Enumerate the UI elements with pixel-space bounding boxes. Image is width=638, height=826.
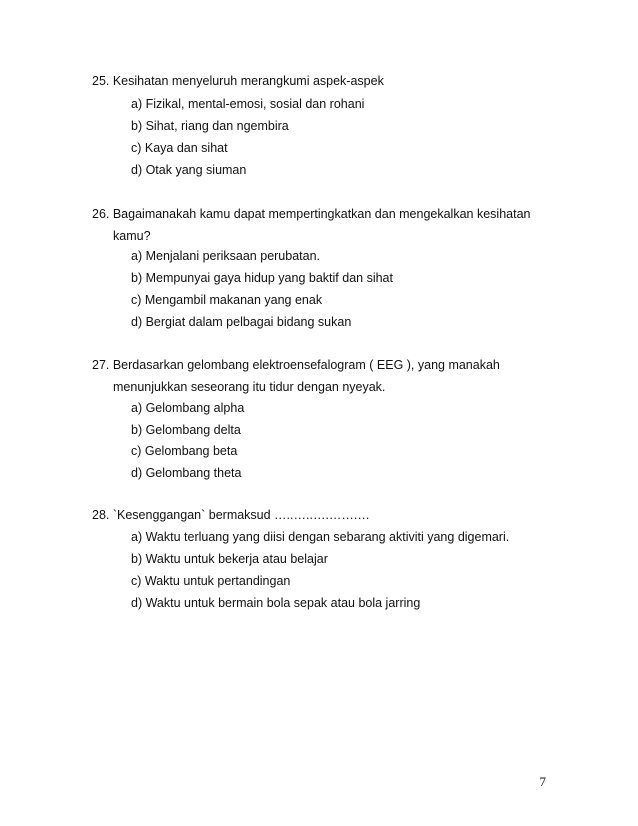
question-stem-continued: kamu?: [113, 229, 151, 243]
question-stem: 28. `Kesenggangan` bermaksud …..…..….…….…: [92, 508, 370, 522]
option-b: b) Sihat, riang dan ngembira: [131, 119, 289, 133]
option-b: b) Mempunyai gaya hidup yang baktif dan sihat: [131, 271, 393, 285]
option-b: b) Waktu untuk bekerja atau belajar: [131, 552, 328, 566]
question-stem: 26. Bagaimanakah kamu dapat mempertingkatkan dan mengekalkan kesihatan: [92, 207, 531, 221]
option-d: d) Gelombang theta: [131, 466, 242, 480]
option-d: d) Bergiat dalam pelbagai bidang sukan: [131, 315, 352, 329]
option-a: a) Waktu terluang yang diisi dengan sebarang aktiviti yang digemari.: [131, 530, 510, 544]
option-c: c) Waktu untuk pertandingan: [131, 574, 291, 588]
option-c: c) Gelombang beta: [131, 444, 238, 458]
option-c: c) Mengambil makanan yang enak: [131, 293, 323, 307]
question-stem: 27. Berdasarkan gelombang elektroensefalogram ( EEG ), yang manakah: [92, 358, 500, 372]
option-a: a) Gelombang alpha: [131, 401, 245, 415]
question-stem-continued: menunjukkan seseorang itu tidur dengan nyeyak.: [113, 380, 386, 394]
question-stem: 25. Kesihatan menyeluruh merangkumi aspek-aspek: [92, 74, 384, 88]
option-d: d) Waktu untuk bermain bola sepak atau bola jarring: [131, 596, 421, 610]
option-a: a) Fizikal, mental-emosi, sosial dan rohani: [131, 97, 365, 111]
option-c: c) Kaya dan sihat: [131, 141, 228, 155]
option-b: b) Gelombang delta: [131, 423, 241, 437]
option-d: d) Otak yang siuman: [131, 163, 247, 177]
page-number: 7: [539, 774, 546, 789]
option-a: a) Menjalani periksaan perubatan.: [131, 249, 321, 263]
